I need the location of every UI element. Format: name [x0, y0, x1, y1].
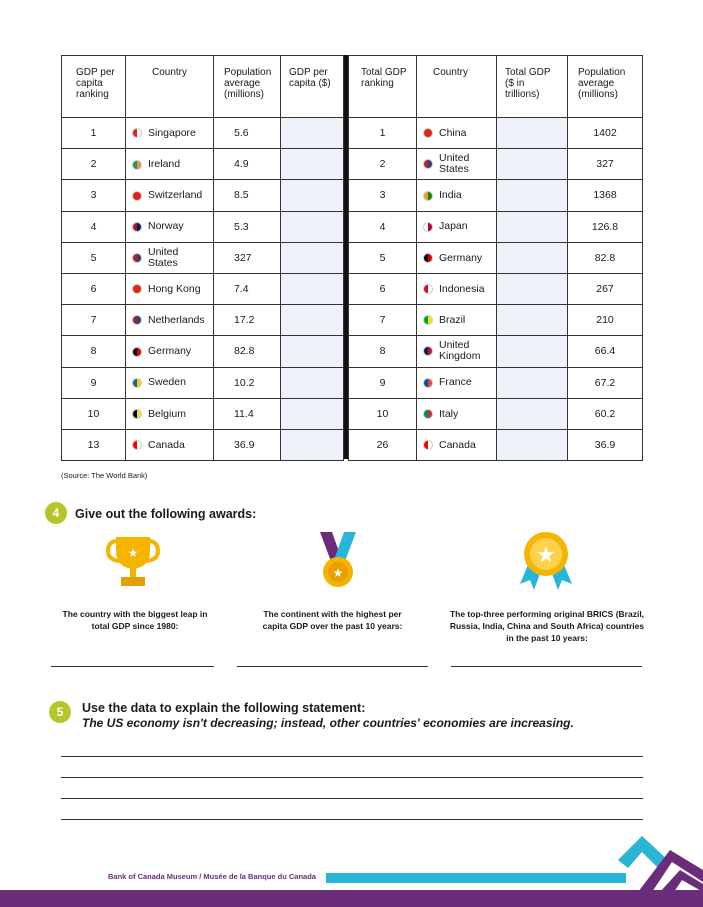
country-name: Canada — [439, 438, 476, 451]
answer-cell[interactable] — [497, 242, 568, 273]
flag-icon — [423, 378, 433, 388]
population-cell: 327 — [568, 149, 643, 180]
chevron-logo-icon — [600, 830, 703, 892]
writing-line-3[interactable] — [61, 798, 643, 799]
rank-cell: 7 — [349, 305, 417, 336]
flag-icon — [132, 222, 142, 232]
country-name: China — [439, 126, 467, 139]
table-row — [349, 305, 643, 336]
award-ribbon-icon — [516, 530, 576, 592]
rank-cell: 3 — [349, 180, 417, 211]
rank-cell: 4 — [62, 211, 126, 242]
country-cell — [126, 118, 214, 149]
country-name: Hong Kong — [148, 282, 201, 295]
country-cell — [417, 398, 497, 429]
answer-cell[interactable] — [497, 398, 568, 429]
section-4-title: Give out the following awards: — [75, 507, 257, 521]
writing-line-1[interactable] — [61, 756, 643, 757]
country-name: Sweden — [148, 376, 186, 389]
rank-cell: 5 — [62, 242, 126, 273]
table-row — [349, 367, 643, 398]
country-name: Ireland — [148, 158, 181, 170]
table-row — [349, 118, 643, 149]
population-cell: 60.2 — [568, 398, 643, 429]
flag-icon — [132, 284, 142, 294]
population-cell: 36.9 — [568, 429, 643, 460]
footer-bar — [0, 890, 703, 907]
country-name: Germany — [148, 345, 192, 358]
flag-icon — [423, 128, 433, 138]
country-cell — [417, 367, 497, 398]
country-name: United Kingdom — [439, 339, 481, 363]
rank-cell: 26 — [349, 429, 417, 460]
country-cell — [417, 242, 497, 273]
rank-cell: 2 — [62, 149, 126, 180]
country-cell — [126, 211, 214, 242]
rank-cell: 7 — [62, 305, 126, 336]
flag-icon — [132, 440, 142, 450]
rank-cell: 9 — [349, 367, 417, 398]
flag-icon — [423, 253, 433, 263]
table-row — [62, 398, 344, 429]
population-cell: 1368 — [568, 180, 643, 211]
country-cell — [126, 149, 214, 180]
country-name: Belgium — [148, 407, 186, 420]
answer-cell[interactable] — [281, 211, 344, 242]
table-row — [62, 367, 344, 398]
country-cell — [126, 367, 214, 398]
trophy-icon — [104, 533, 162, 591]
source-note: (Source: The World Bank) — [61, 471, 148, 480]
table-row — [349, 273, 643, 304]
table-row — [62, 242, 344, 273]
answer-line-1[interactable] — [51, 666, 214, 667]
country-cell — [417, 336, 497, 367]
flag-icon — [132, 191, 142, 201]
table-row — [349, 149, 643, 180]
footer-museum-name: Bank of Canada Museum / Musée de la Banque du Canada — [108, 872, 316, 881]
table-row — [62, 336, 344, 367]
table-row — [62, 211, 344, 242]
answer-cell[interactable] — [497, 180, 568, 211]
table-row — [349, 336, 643, 367]
country-name: Japan — [439, 220, 468, 233]
flag-icon — [132, 347, 142, 357]
rank-cell: 13 — [62, 429, 126, 460]
population-cell: 5.3 — [214, 211, 281, 242]
answer-cell[interactable] — [497, 118, 568, 149]
rank-cell: 9 — [62, 367, 126, 398]
country-cell — [126, 429, 214, 460]
rank-cell: 6 — [62, 273, 126, 304]
population-cell: 17.2 — [214, 305, 281, 336]
answer-cell[interactable] — [497, 305, 568, 336]
header-gdp-per-capita: GDP per capita ($) — [281, 56, 344, 118]
section-5-badge: 5 — [49, 701, 71, 723]
population-cell: 82.8 — [568, 242, 643, 273]
country-cell — [126, 398, 214, 429]
header-total-gdp-ranking: Total GDP ranking — [349, 56, 417, 118]
header-country: Country — [126, 56, 214, 118]
answer-cell[interactable] — [497, 273, 568, 304]
writing-line-4[interactable] — [61, 819, 643, 820]
gdp-per-capita-table — [61, 55, 344, 461]
country-cell — [417, 149, 497, 180]
flag-icon — [132, 253, 142, 263]
flag-icon — [423, 315, 433, 325]
answer-cell[interactable] — [281, 429, 344, 460]
table-row — [349, 242, 643, 273]
flag-icon — [132, 128, 142, 138]
population-cell: 10.2 — [214, 367, 281, 398]
answer-cell[interactable] — [281, 273, 344, 304]
answer-line-2[interactable] — [237, 666, 428, 667]
population-cell: 11.4 — [214, 398, 281, 429]
table-row — [62, 305, 344, 336]
rank-cell: 2 — [349, 149, 417, 180]
country-name: Germany — [439, 251, 483, 264]
table-row — [349, 211, 643, 242]
rank-cell: 8 — [62, 336, 126, 367]
flag-icon — [132, 315, 142, 325]
flag-icon — [132, 409, 142, 419]
country-name: Norway — [148, 220, 184, 233]
country-name: Italy — [439, 407, 459, 420]
award-caption-3: The top-three performing original BRICS (Brazil, Russia, India, China and South Africa) countries in the past 10 years: — [449, 609, 645, 643]
answer-cell[interactable] — [281, 149, 344, 180]
country-cell — [417, 305, 497, 336]
country-cell — [417, 273, 497, 304]
rank-cell: 3 — [62, 180, 126, 211]
country-name: Singapore — [148, 126, 196, 139]
country-name: Netherlands — [148, 313, 205, 326]
table-row — [349, 398, 643, 429]
rank-cell: 10 — [349, 398, 417, 429]
answer-cell[interactable] — [497, 367, 568, 398]
country-name: United States — [148, 245, 179, 269]
answer-cell[interactable] — [497, 149, 568, 180]
svg-text:★: ★ — [127, 546, 139, 560]
header-country: Country — [417, 56, 497, 118]
country-cell — [126, 242, 214, 273]
flag-icon — [132, 378, 142, 388]
population-cell: 67.2 — [568, 367, 643, 398]
svg-text:★: ★ — [536, 542, 556, 567]
population-cell: 5.6 — [214, 118, 281, 149]
country-cell — [417, 180, 497, 211]
header-population-average: Population average (millions) — [568, 56, 643, 118]
population-cell: 36.9 — [214, 429, 281, 460]
country-name: Indonesia — [439, 282, 485, 295]
population-cell: 327 — [214, 242, 281, 273]
flag-icon — [423, 346, 433, 356]
country-cell — [417, 211, 497, 242]
rank-cell: 4 — [349, 211, 417, 242]
table-row — [349, 429, 643, 460]
population-cell: 4.9 — [214, 149, 281, 180]
footer-cyan-stripe — [326, 873, 626, 883]
population-cell: 8.5 — [214, 180, 281, 211]
answer-cell[interactable] — [281, 180, 344, 211]
medal-icon — [318, 530, 358, 590]
header-total-gdp: Total GDP ($ in trillions) — [497, 56, 568, 118]
award-caption-2: The continent with the highest per capita GDP over the past 10 years: — [262, 609, 403, 631]
rank-cell: 1 — [349, 118, 417, 149]
flag-icon — [132, 160, 142, 170]
flag-icon — [423, 409, 433, 419]
flag-icon — [423, 440, 433, 450]
answer-cell[interactable] — [281, 367, 344, 398]
answer-cell[interactable] — [281, 118, 344, 149]
header-population-average: Population average (millions) — [214, 56, 281, 118]
table-row — [349, 180, 643, 211]
country-cell — [126, 273, 214, 304]
flag-icon — [423, 284, 433, 294]
rank-cell: 1 — [62, 118, 126, 149]
table-row — [62, 118, 344, 149]
answer-cell[interactable] — [497, 211, 568, 242]
writing-line-2[interactable] — [61, 777, 643, 778]
answer-cell[interactable] — [281, 336, 344, 367]
country-cell — [417, 429, 497, 460]
country-name: Brazil — [439, 313, 466, 326]
table-row — [62, 180, 344, 211]
table-row — [62, 429, 344, 460]
country-cell — [417, 118, 497, 149]
flag-icon — [423, 159, 433, 169]
population-cell: 82.8 — [214, 336, 281, 367]
section-5-title: Use the data to explain the following statement: — [82, 701, 366, 715]
country-cell — [126, 180, 214, 211]
country-cell — [126, 305, 214, 336]
rank-cell: 5 — [349, 242, 417, 273]
country-cell — [126, 336, 214, 367]
population-cell: 7.4 — [214, 273, 281, 304]
country-name: United States — [439, 152, 470, 176]
answer-cell[interactable] — [281, 398, 344, 429]
flag-icon — [423, 222, 433, 232]
rank-cell: 10 — [62, 398, 126, 429]
population-cell: 1402 — [568, 118, 643, 149]
country-name: France — [439, 376, 472, 389]
country-name: India — [439, 189, 462, 202]
answer-cell[interactable] — [497, 429, 568, 460]
table-row — [62, 273, 344, 304]
answer-cell[interactable] — [281, 305, 344, 336]
total-gdp-table — [348, 55, 643, 461]
answer-cell[interactable] — [281, 242, 344, 273]
table-row — [62, 149, 344, 180]
answer-line-3[interactable] — [451, 666, 642, 667]
award-caption-1: The country with the biggest leap in total GDP since 1980: — [62, 609, 208, 631]
population-cell: 267 — [568, 273, 643, 304]
section-5-statement: The US economy isn't decreasing; instead, other countries' economies are increasing. — [82, 716, 574, 730]
rank-cell: 8 — [349, 336, 417, 367]
population-cell: 126.8 — [568, 211, 643, 242]
country-name: Switzerland — [148, 189, 203, 202]
country-name: Canada — [148, 438, 185, 451]
gdp-tables — [61, 55, 643, 461]
population-cell: 210 — [568, 305, 643, 336]
rank-cell: 6 — [349, 273, 417, 304]
svg-text:★: ★ — [332, 566, 344, 580]
flag-icon — [423, 191, 433, 201]
header-gdp-per-capita-ranking: GDP per capita ranking — [62, 56, 126, 118]
answer-cell[interactable] — [497, 336, 568, 367]
section-4-badge: 4 — [45, 502, 67, 524]
population-cell: 66.4 — [568, 336, 643, 367]
